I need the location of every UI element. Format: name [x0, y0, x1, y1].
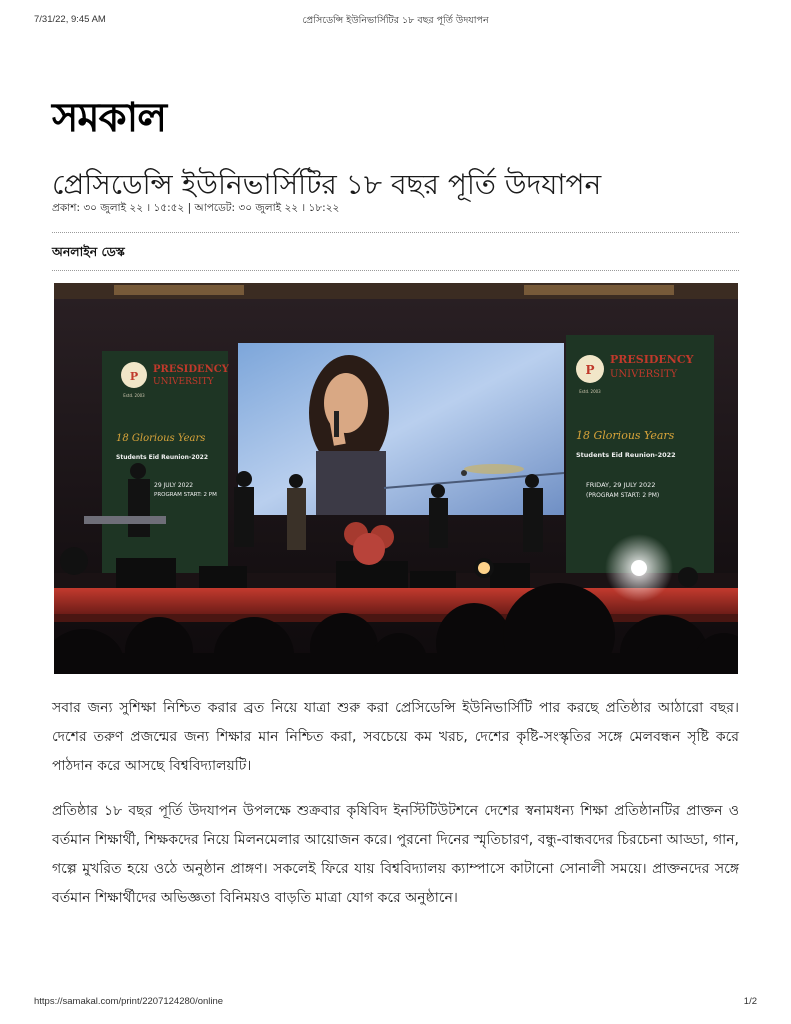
- print-document-title: প্রেসিডেন্সি ইউনিভার্সিটির ১৮ বছর পূর্তি উদযাপন: [302, 15, 489, 26]
- banner-left-tagline: 18 Glorious Years: [116, 433, 206, 444]
- svg-text:P: P: [129, 370, 139, 383]
- print-page-number: 1/2: [743, 996, 757, 1007]
- banner-right-brand2: UNIVERSITY: [610, 369, 678, 380]
- print-url[interactable]: https://samakal.com/print/2207124280/online: [34, 996, 224, 1007]
- print-timestamp: 7/31/22, 9:45 AM: [34, 14, 106, 25]
- article-paragraph-2: প্রতিষ্ঠার ১৮ বছর পূর্তি উদযাপন উপলক্ষে শুক্রবার কৃষিবিদ ইনস্টিটিউটশনে দেশের স্বনামধন্য শিক্ষা প্রতিষ্ঠানটির প্রাক্তন ও বর্তমান শিক্ষার্থী, শিক্ষকদের নিয়ে মিলনমেলার আয়োজন করে। পুরনো দিনের স্মৃতিচারণ, বন্ধু-বান্ধবদের চিরচেনা আড্ডা, গান, গল্পে মুখরিত হয়ে ওঠে অনুষ্ঠান প্রাঙ্গণ। সকলেই ফিরে যায় বিশ্ববিদ্যালয় ক্যাম্পাসে কাটানো সোনালী সময়ে। প্রাক্তনদের সঙ্গে বর্তমান শিক্ষার্থীদের অভিজ্ঞতা বিনিময়ও বাড়তি মাত্রা যোগ করে অনুষ্ঠানে।: [52, 803, 739, 906]
- banner-left-date: 29 JULY 2022: [154, 482, 194, 489]
- banner-right-event: Students Eid Reunion-2022: [576, 451, 676, 459]
- banner-left-program: PROGRAM START: 2 PM: [154, 492, 217, 498]
- banner-right-tagline: 18 Glorious Years: [576, 429, 675, 442]
- article-photo: [54, 283, 738, 674]
- projection-screen: [238, 343, 564, 515]
- banner-right-brand1: PRESIDENCY: [610, 353, 694, 366]
- print-header: [34, 14, 757, 30]
- site-logo[interactable]: সমকাল: [52, 94, 167, 141]
- article-paragraph-1: সবার জন্য সুশিক্ষা নিশ্চিত করার ব্রত নিয়ে যাত্রা শুরু করা প্রেসিডেন্সি ইউনিভার্সিটি পার করছে প্রতিষ্ঠার আঠারো বছর। দেশের তরুণ প্রজন্মের জন্য শিক্ষার মান নিশ্চিত করা, সবচেয়ে কম খরচ, দেশের কৃষ্টি-সংস্কৃতির সঙ্গে মেলবন্ধন সৃষ্টি করে পাঠদান করে আসছে বিশ্ববিদ্যালয়টি।: [52, 700, 739, 774]
- banner-right-program: (PROGRAM START: 2 PM): [586, 492, 660, 499]
- article-headline: প্রেসিডেন্সি ইউনিভার্সিটির ১৮ বছর পূর্তি উদযাপন: [52, 167, 602, 201]
- banner-left-event: Students Eid Reunion-2022: [116, 454, 209, 461]
- svg-text:P: P: [585, 363, 595, 377]
- divider: [52, 232, 739, 233]
- banner-left-brand1: PRESIDENCY: [153, 364, 229, 375]
- banner-left-est: Estd. 2003: [123, 393, 145, 398]
- article-timestamps: প্রকাশ: ৩০ জুলাই ২২ । ১৫:৫২ | আপডেট: ৩০ জুলাই ২২ । ১৮:২২: [52, 202, 340, 214]
- banner-left-brand2: UNIVERSITY: [153, 377, 214, 387]
- article-author: অনলাইন ডেস্ক: [52, 244, 125, 259]
- banner-right-est: Estd. 2003: [579, 389, 601, 394]
- banner-right-date: FRIDAY, 29 JULY 2022: [586, 481, 656, 489]
- print-footer: [34, 996, 757, 1010]
- banner-left: [102, 351, 230, 579]
- divider: [52, 270, 739, 271]
- article-body: [52, 694, 739, 929]
